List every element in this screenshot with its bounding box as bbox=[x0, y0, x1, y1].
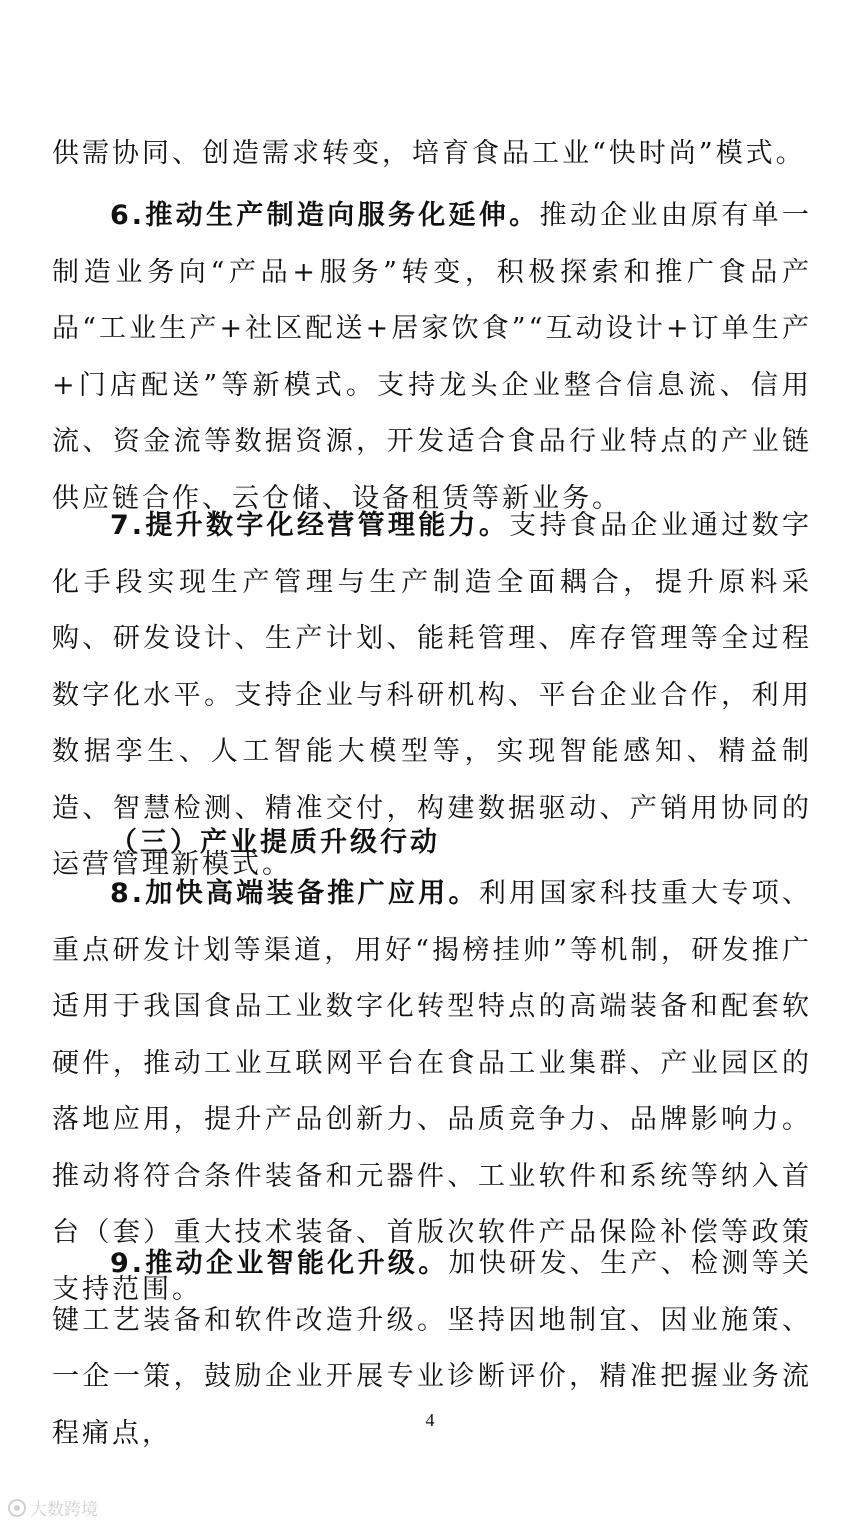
watermark bbox=[8, 1495, 98, 1520]
paragraph-6 bbox=[52, 188, 812, 527]
paragraph-9-heading: 9.推动企业智能化升级。 bbox=[110, 1248, 449, 1279]
page-number: 4 bbox=[425, 1410, 435, 1430]
paragraph-7-body: 支持食品企业通过数字化手段实现生产管理与生产制造全面耦合，提升原料采购、研发设计、生产计划、能耗管理、库存管理等全过程数字化水平。支持企业与科研机构、平台企业合作，利用数据孪生、人工智能大模型等，实现智能感知、精益制造、智慧检测、精准交付，构建数据驱动、产销用协同的运营管理新模式。 bbox=[52, 510, 813, 880]
paragraph-8-body: 利用国家科技重大专项、重点研发计划等渠道，用好“揭榜挂帅”等机制，研发推广适用于我国食品工业数字化转型特点的高端装备和配套软硬件，推动工业互联网平台在食品工业集群、产业园区的落地应用，提升产品创新力、品质竞争力、品牌影响力。推动将符合条件装备和元器件、工业软件和系统等纳入首台（套）重大技术装备、首版次软件产品保险补偿等政策支持范围。 bbox=[52, 878, 813, 1305]
watermark-text: 大数跨境 bbox=[30, 1500, 98, 1520]
paragraph-7-heading: 7.提升数字化经营管理能力。 bbox=[110, 510, 510, 541]
section-heading: （三）产业提质升级行动 bbox=[110, 827, 440, 858]
paragraph-6-body: 推动企业由原有单一制造业务向“产品+服务”转变，积极探索和推广食品产品“工业生产+社区配送+居家饮食”“互动设计+订单生产+门店配送”等新模式。支持龙头企业整合信息流、信用流、资金流等数据资源，开发适合食品行业特点的产业链供应链合作、云仓储、设备租赁等新业务。 bbox=[52, 200, 812, 514]
paragraph-9-body: 加快研发、生产、检测等关键工艺装备和软件改造升级。坚持因地制宜、因业施策、一企一策，鼓励企业开展专业诊断评价，精准把握业务流程痛点， bbox=[52, 1248, 813, 1449]
paragraph-8-heading: 8.加快高端装备推广应用。 bbox=[110, 878, 479, 909]
paragraph-intro: 供需协同、创造需求转变，培育食品工业“快时尚”模式。 bbox=[52, 138, 806, 169]
paragraph-6-heading: 6.推动生产制造向服务化延伸。 bbox=[110, 200, 540, 231]
logo-icon bbox=[8, 1499, 26, 1517]
